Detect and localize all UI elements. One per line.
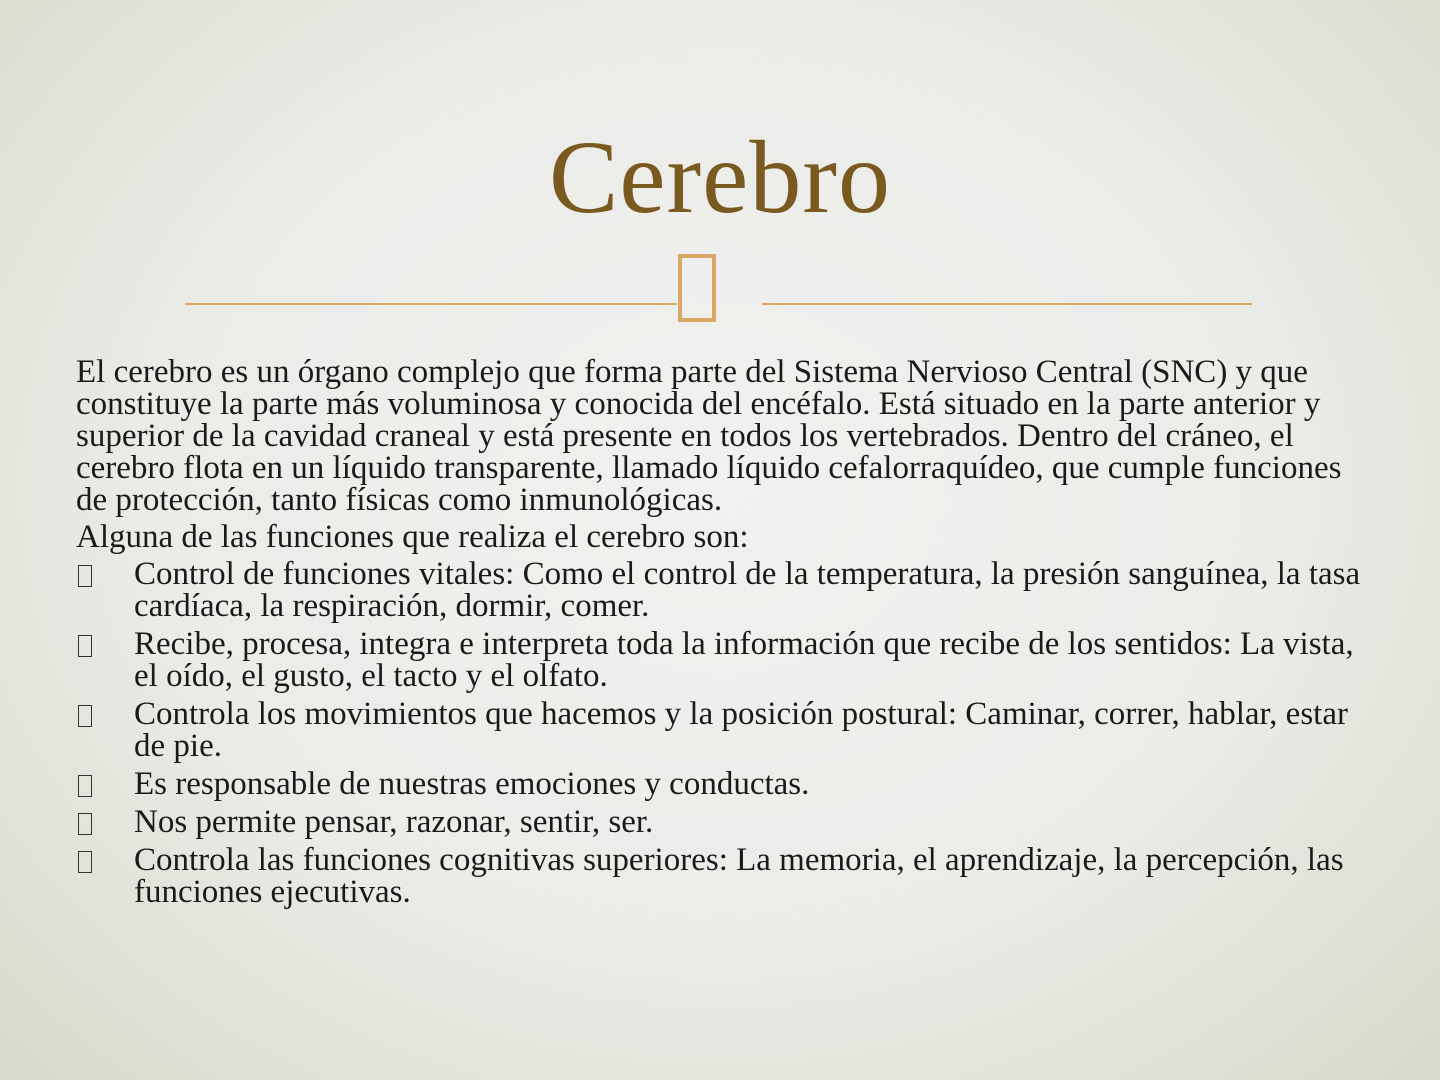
functions-lead: Alguna de las funciones que realiza el cerebro son: [76,519,749,555]
slide-body [76,356,1376,914]
list-item-text: Controla los movimientos que hacemos y la posición postural: Caminar, correr, hablar, estar de pie. [134,696,1348,764]
list-item-text: Control de funciones vitales: Como el control de la temperatura, la presión sanguínea, la tasa cardíaca, la respiración, dormir, comer. [134,556,1361,624]
list-item [76,628,1376,692]
list-item-text: Controla las funciones cognitivas superiores: La memoria, el aprendizaje, la percepción, las funciones ejecutivas. [134,842,1344,910]
bullet-box-icon [78,813,92,835]
list-item [76,844,1376,908]
list-item-text: Nos permite pensar, razonar, sentir, ser. [134,804,654,840]
title-divider-right [762,303,1252,305]
bullet-box-icon [78,705,92,727]
bullet-box-icon [78,635,92,657]
list-item [76,558,1376,622]
bullet-box-icon [78,775,92,797]
bullet-box-icon [78,851,92,873]
slide-title: Cerebro [549,120,891,235]
list-item-text: Es responsable de nuestras emociones y conductas. [134,766,810,802]
title-divider-left [185,303,677,305]
bullet-box-icon [78,565,92,587]
list-item [76,768,1376,800]
list-item [76,806,1376,838]
list-item [76,698,1376,762]
functions-list [76,558,1376,908]
list-item-text: Recibe, procesa, integra e interpreta toda la información que recibe de los sentidos: La vista, el oído, el gusto, el tacto y el olfato. [134,626,1354,694]
intro-paragraph: El cerebro es un órgano complejo que forma parte del Sistema Nervioso Central (SNC) y que constituye la parte más voluminosa y conocida del encéfalo. Está situado en la parte anterior y superior de la cavidad craneal y está presente en todos los vertebrados. Dentro del cráneo, el cerebro flota en un líquido transparente, llamado líquido cefalorraquídeo, que cumple funciones de protección, tanto físicas como inmunológicas. [76,354,1342,518]
divider-ornament-icon [678,254,716,322]
